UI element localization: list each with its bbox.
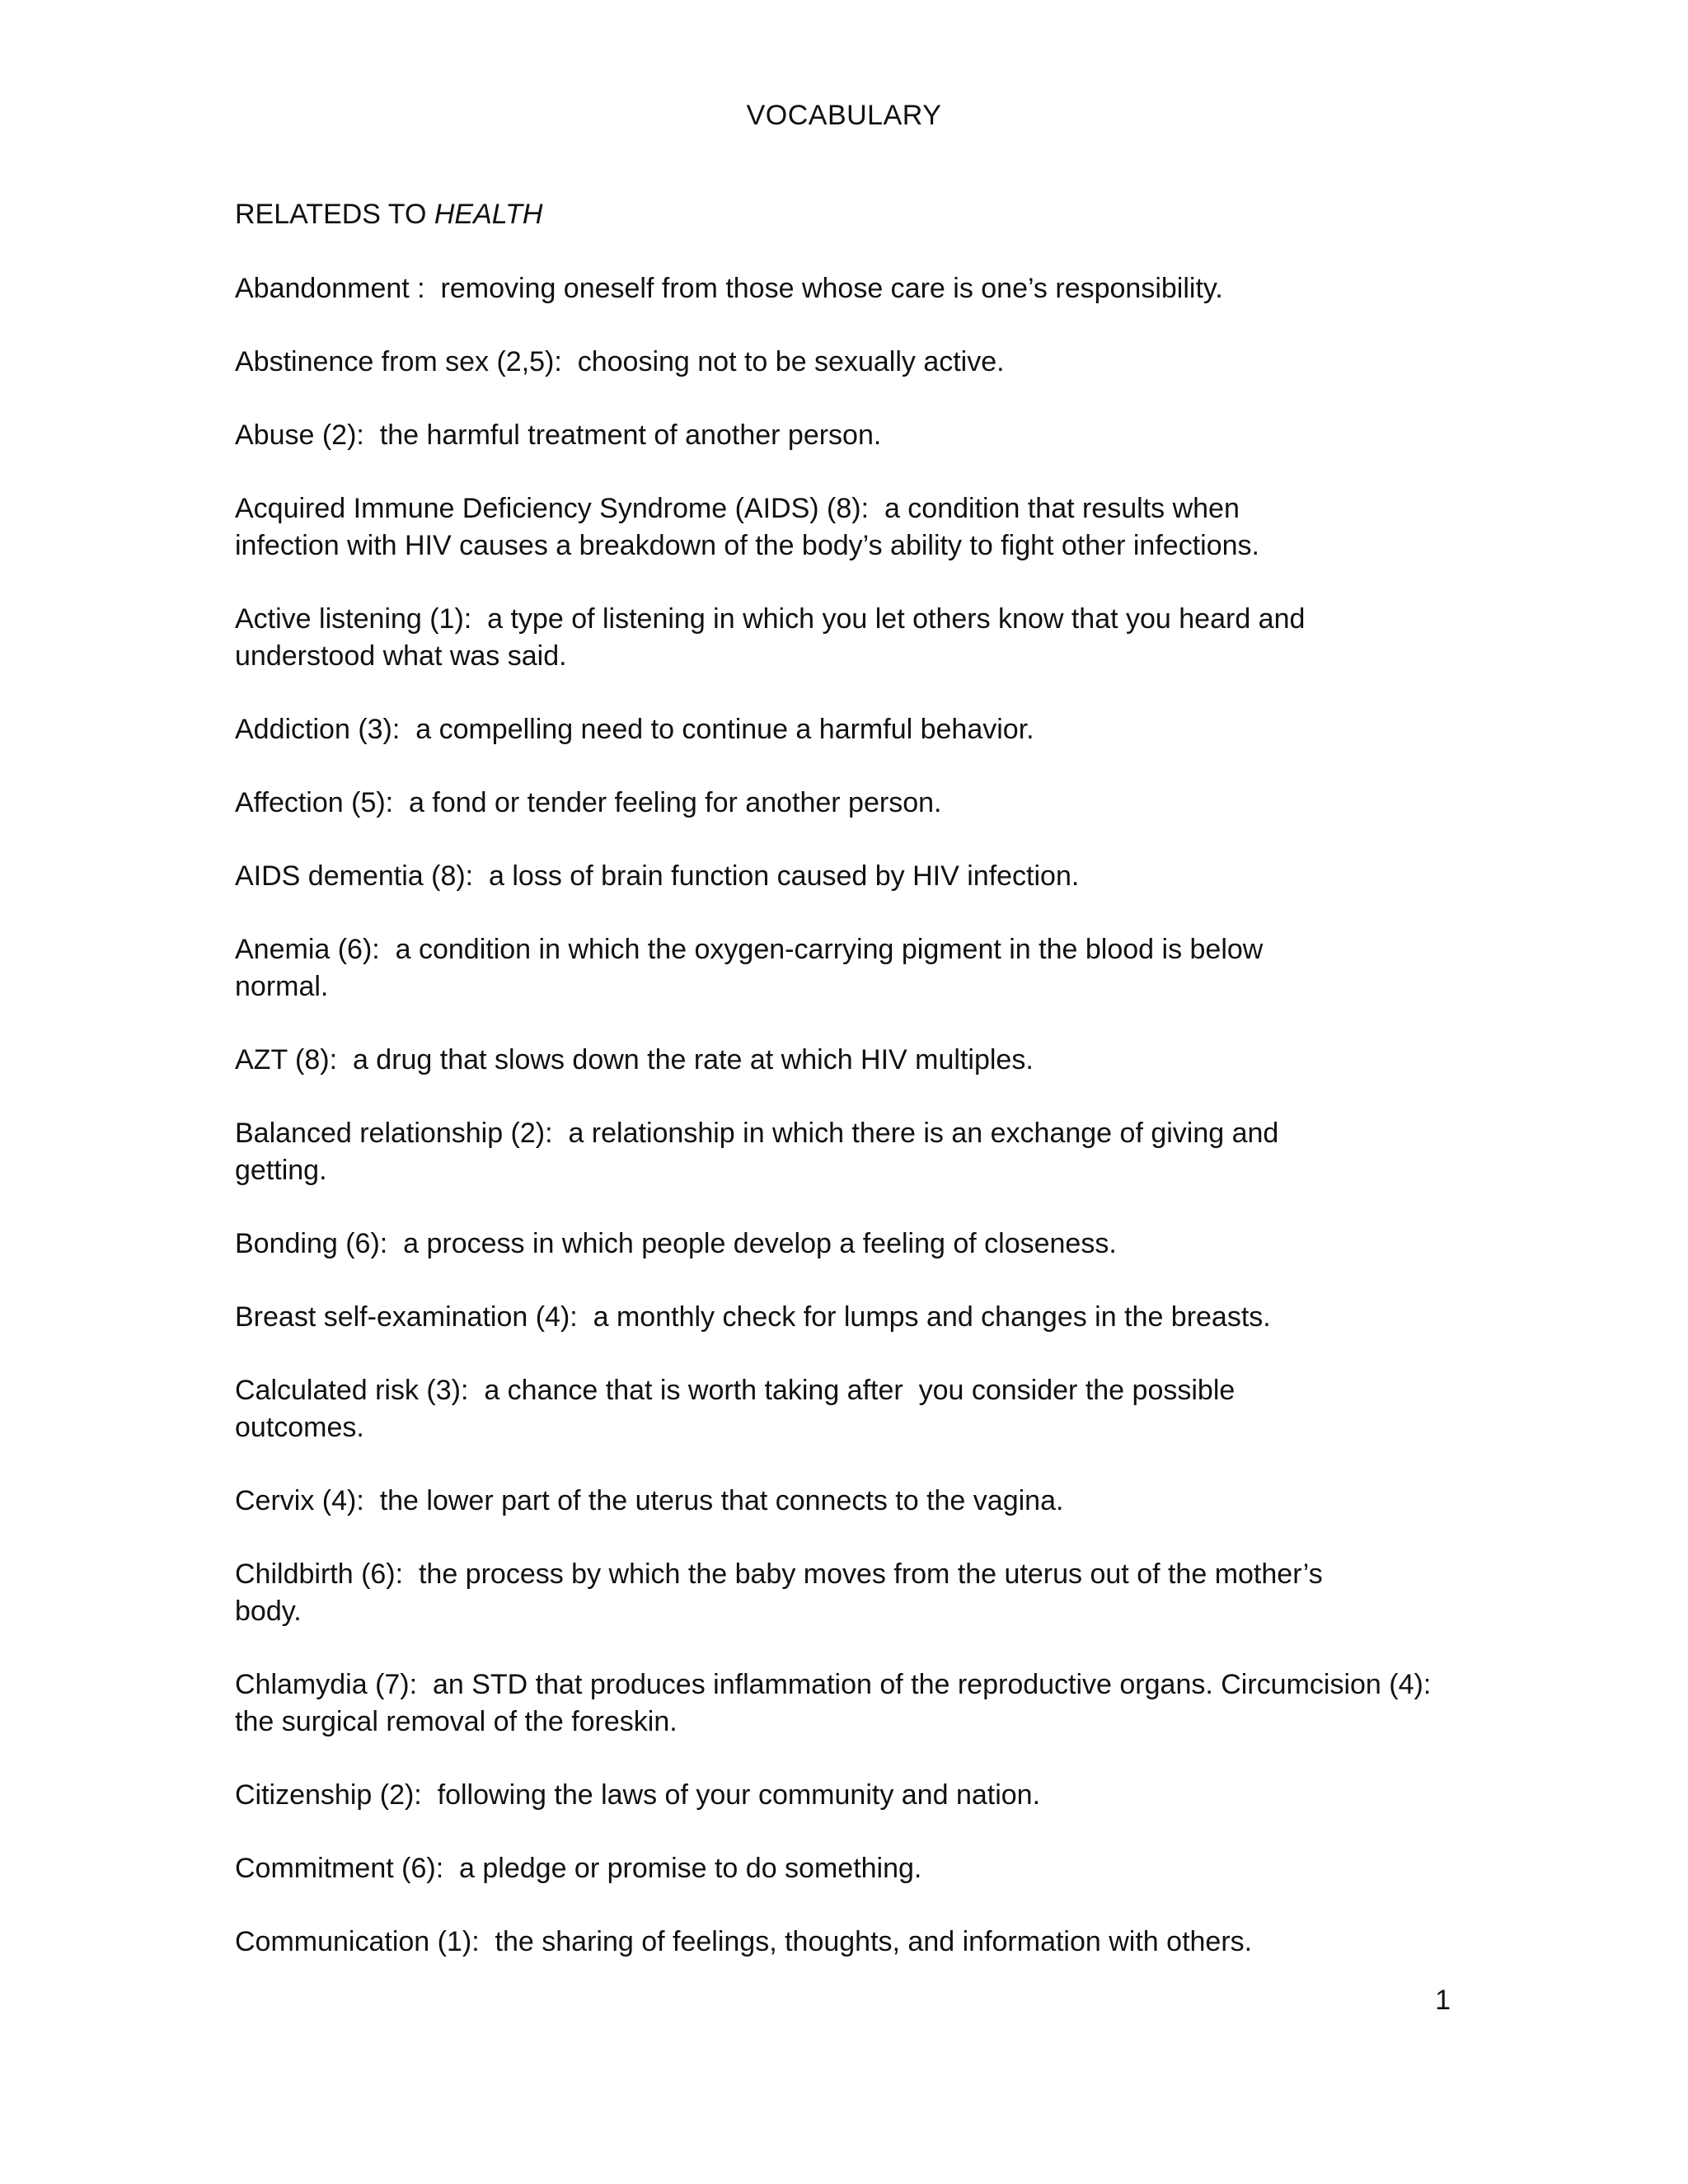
vocabulary-entry	[235, 711, 1323, 748]
vocabulary-entry	[235, 417, 1323, 454]
entry-term: Abuse (2):	[235, 419, 364, 451]
entry-definition: a relationship in which there is an exchange of giving and getting.	[235, 1118, 1287, 1186]
entry-term: Breast self-examination (4):	[235, 1301, 578, 1333]
vocabulary-entry	[235, 344, 1323, 381]
vocabulary-entry	[235, 1115, 1323, 1189]
vocabulary-entry	[235, 1850, 1323, 1887]
entry-definition: a monthly check for lumps and changes in the breasts.	[577, 1301, 1271, 1333]
entry-term: Active listening (1):	[235, 603, 472, 635]
entry-definition: following the laws of your community and nation.	[421, 1779, 1041, 1811]
entry-definition: a condition in which the oxygen-carrying pigment in the blood is below normal.	[235, 934, 1271, 1002]
entry-definition: a chance that is worth taking after you consider the possible outcomes.	[235, 1375, 1243, 1443]
entry-term: Addiction (3):	[235, 714, 401, 745]
entry-term: Bonding (6):	[235, 1228, 388, 1259]
entry-definition: a process in which people develop a feeling of closeness.	[387, 1228, 1117, 1259]
entry-definition: a pledge or promise to do something.	[443, 1853, 922, 1884]
vocabulary-entry	[235, 601, 1323, 675]
entry-definition: a loss of brain function caused by HIV infection.	[473, 860, 1080, 892]
section-heading-emphasis: HEALTH	[434, 199, 543, 230]
vocabulary-entry	[235, 1042, 1323, 1079]
vocabulary-entry	[235, 931, 1323, 1005]
vocabulary-entry	[235, 1226, 1323, 1263]
entry-term: Citizenship (2):	[235, 1779, 422, 1811]
vocabulary-entry	[235, 1483, 1323, 1520]
entry-definition: a compelling need to continue a harmful behavior.	[400, 714, 1034, 745]
section-heading	[235, 196, 542, 232]
entry-term: Anemia (6):	[235, 934, 380, 965]
entry-definition: the lower part of the uterus that connects to the vagina.	[363, 1485, 1064, 1516]
entry-term: Abstinence from sex (2,5):	[235, 346, 562, 377]
entry-term: Balanced relationship (2):	[235, 1118, 553, 1149]
entry-definition: a fond or tender feeling for another person.	[393, 787, 942, 818]
entry-definition: removing oneself from those whose care is one’s responsibility.	[424, 273, 1223, 304]
entry-definition: a type of listening in which you let others know that you heard and understood what was said.	[235, 603, 1313, 672]
entry-definition: a condition that results when infection with HIV causes a breakdown of the body’s ability to fight other infections.	[235, 493, 1259, 561]
page-number: 1	[1435, 1985, 1451, 2016]
entry-definition: choosing not to be sexually active.	[561, 346, 1005, 377]
entry-term: Chlamydia (7):	[235, 1669, 418, 1700]
entry-definition: a drug that slows down the rate at which HIV multiples.	[337, 1044, 1034, 1076]
vocabulary-entry	[235, 490, 1323, 565]
vocabulary-entry	[235, 1924, 1323, 1961]
entry-term: AIDS dementia (8):	[235, 860, 474, 892]
entry-term: Childbirth (6):	[235, 1558, 404, 1590]
vocabulary-entry	[235, 270, 1323, 307]
vocabulary-entry	[235, 1556, 1331, 1630]
vocabulary-list	[235, 270, 1438, 1997]
section-heading-prefix: RELATEDS TO	[235, 199, 434, 230]
entry-term: Cervix (4):	[235, 1485, 364, 1516]
entry-term: Communication (1):	[235, 1926, 480, 1957]
entry-term: AZT (8):	[235, 1044, 338, 1076]
vocabulary-entry	[235, 1372, 1323, 1446]
entry-definition: the process by which the baby moves from the uterus out of the mother’s body.	[235, 1558, 1331, 1627]
vocabulary-entry	[235, 858, 1323, 895]
entry-term: Acquired Immune Deficiency Syndrome (AIDS) (8):	[235, 493, 870, 524]
vocabulary-entry	[235, 1666, 1438, 1741]
entry-term: Calculated risk (3):	[235, 1375, 469, 1406]
document-title: VOCABULARY	[746, 100, 942, 131]
vocabulary-entry	[235, 1777, 1323, 1814]
vocabulary-entry	[235, 785, 1323, 822]
vocabulary-entry	[235, 1299, 1323, 1336]
entry-term: Affection (5):	[235, 787, 394, 818]
entry-definition: an STD that produces inflammation of the reproductive organs. Circumcision (4): the surgical removal of the foreskin.	[235, 1669, 1439, 1737]
entry-term: Abandonment :	[235, 273, 425, 304]
entry-term: Commitment (6):	[235, 1853, 444, 1884]
entry-definition: the harmful treatment of another person.	[363, 419, 882, 451]
entry-definition: the sharing of feelings, thoughts, and information with others.	[479, 1926, 1253, 1957]
